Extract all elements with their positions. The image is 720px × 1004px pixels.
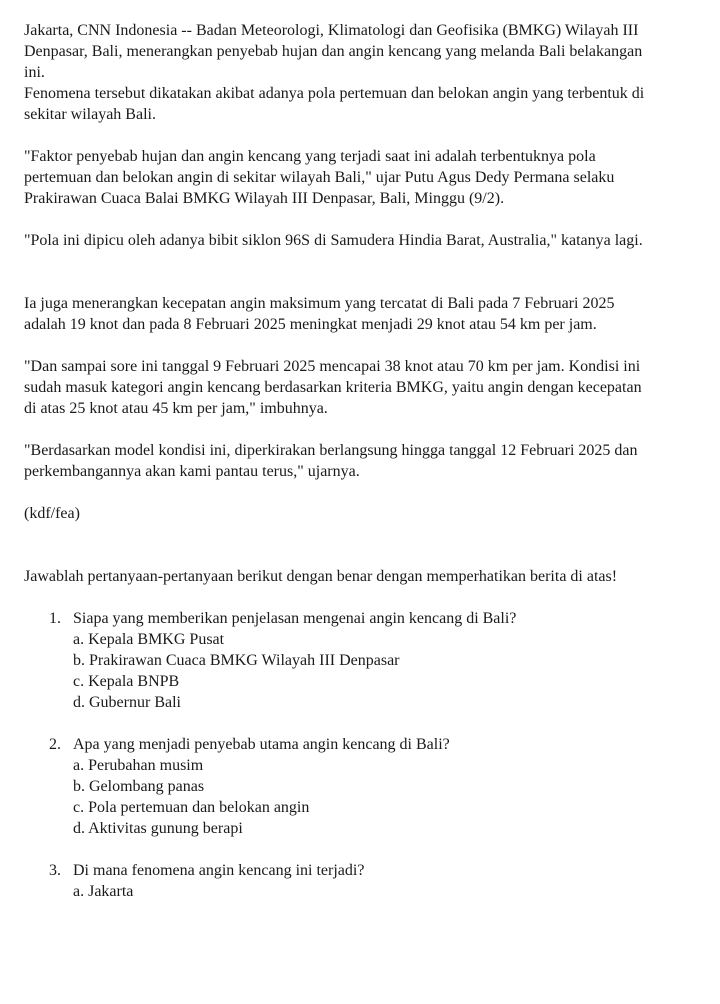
paragraph-quote-cause bbox=[24, 146, 720, 209]
document-body bbox=[24, 20, 720, 902]
answer-option: c. Pola pertemuan dan belokan angin bbox=[73, 799, 310, 816]
instruction bbox=[24, 566, 720, 587]
paragraph-line: sudah masuk kategori angin kencang berdasarkan kriteria BMKG, yaitu angin dengan kecepatan bbox=[24, 379, 642, 396]
question-3 bbox=[24, 860, 720, 902]
paragraph-line: "Berdasarkan model kondisi ini, diperkirakan berlangsung hingga tanggal 12 Februari 2025 dan bbox=[24, 442, 638, 459]
paragraph-intro bbox=[24, 20, 720, 83]
answer-option: c. Kepala BNPB bbox=[73, 673, 180, 690]
paragraph-quote-cyclone bbox=[24, 230, 720, 251]
answer-option: a. Jakarta bbox=[73, 883, 134, 900]
credit-text: (kdf/fea) bbox=[24, 505, 80, 522]
article-credit bbox=[24, 503, 720, 524]
paragraph-line: adalah 19 knot dan pada 8 Februari 2025 meningkat menjadi 29 knot atau 54 km per jam. bbox=[24, 316, 597, 333]
paragraph-phenomenon bbox=[24, 83, 720, 125]
answer-option: b. Gelombang panas bbox=[73, 778, 205, 795]
answer-option: a. Kepala BMKG Pusat bbox=[73, 631, 225, 648]
paragraph-line: Ia juga menerangkan kecepatan angin maksimum yang tercatat di Bali pada 7 Februari 2025 bbox=[24, 295, 615, 312]
answer-option: a. Perubahan musim bbox=[73, 757, 204, 774]
paragraph-line: "Faktor penyebab hujan dan angin kencang yang terjadi saat ini adalah terbentuknya pola bbox=[24, 148, 596, 165]
question-row bbox=[24, 860, 720, 881]
paragraph-line: sekitar wilayah Bali. bbox=[24, 106, 156, 123]
question-number: 1. bbox=[49, 610, 61, 627]
paragraph-line: Denpasar, Bali, menerangkan penyebab hujan dan angin kencang yang melanda Bali belakangan bbox=[24, 43, 643, 60]
paragraph-line: perkembangannya akan kami pantau terus," ujarnya. bbox=[24, 463, 360, 480]
question-number: 3. bbox=[49, 862, 61, 879]
question-text: Di mana fenomena angin kencang ini terjadi? bbox=[73, 862, 365, 879]
question-row bbox=[24, 734, 720, 755]
instruction-text: Jawablah pertanyaan-pertanyaan berikut dengan benar dengan memperhatikan berita di atas! bbox=[24, 568, 618, 585]
question-2 bbox=[24, 734, 720, 839]
answer-option: d. Gubernur Bali bbox=[73, 694, 181, 711]
paragraph-quote-condition bbox=[24, 356, 720, 419]
question-number: 2. bbox=[49, 736, 61, 753]
paragraph-line: Jakarta, CNN Indonesia -- Badan Meteorologi, Klimatologi dan Geofisika (BMKG) Wilayah III bbox=[24, 22, 639, 39]
paragraph-quote-forecast bbox=[24, 440, 720, 482]
answer-option: d. Aktivitas gunung berapi bbox=[73, 820, 243, 837]
paragraph-line: Fenomena tersebut dikatakan akibat adanya pola pertemuan dan belokan angin yang terbentuk di bbox=[24, 85, 645, 102]
paragraph-line: di atas 25 knot atau 45 km per jam," imbuhnya. bbox=[24, 400, 328, 417]
question-1 bbox=[24, 608, 720, 713]
question-text: Siapa yang memberikan penjelasan mengenai angin kencang di Bali? bbox=[73, 610, 517, 627]
paragraph-line: ini. bbox=[24, 64, 45, 81]
answer-option: b. Prakirawan Cuaca BMKG Wilayah III Denpasar bbox=[73, 652, 400, 669]
paragraph-line: "Pola ini dipicu oleh adanya bibit siklon 96S di Samudera Hindia Barat, Australia," katanya lagi. bbox=[24, 232, 643, 249]
paragraph-line: Prakirawan Cuaca Balai BMKG Wilayah III Denpasar, Bali, Minggu (9/2). bbox=[24, 190, 505, 207]
paragraph-line: pertemuan dan belokan angin di sekitar wilayah Bali," ujar Putu Agus Dedy Permana selaku bbox=[24, 169, 615, 186]
paragraph-line: "Dan sampai sore ini tanggal 9 Februari 2025 mencapai 38 knot atau 70 km per jam. Kondisi ini bbox=[24, 358, 641, 375]
question-row bbox=[24, 608, 720, 629]
paragraph-wind-speed bbox=[24, 293, 720, 335]
question-text: Apa yang menjadi penyebab utama angin kencang di Bali? bbox=[73, 736, 450, 753]
